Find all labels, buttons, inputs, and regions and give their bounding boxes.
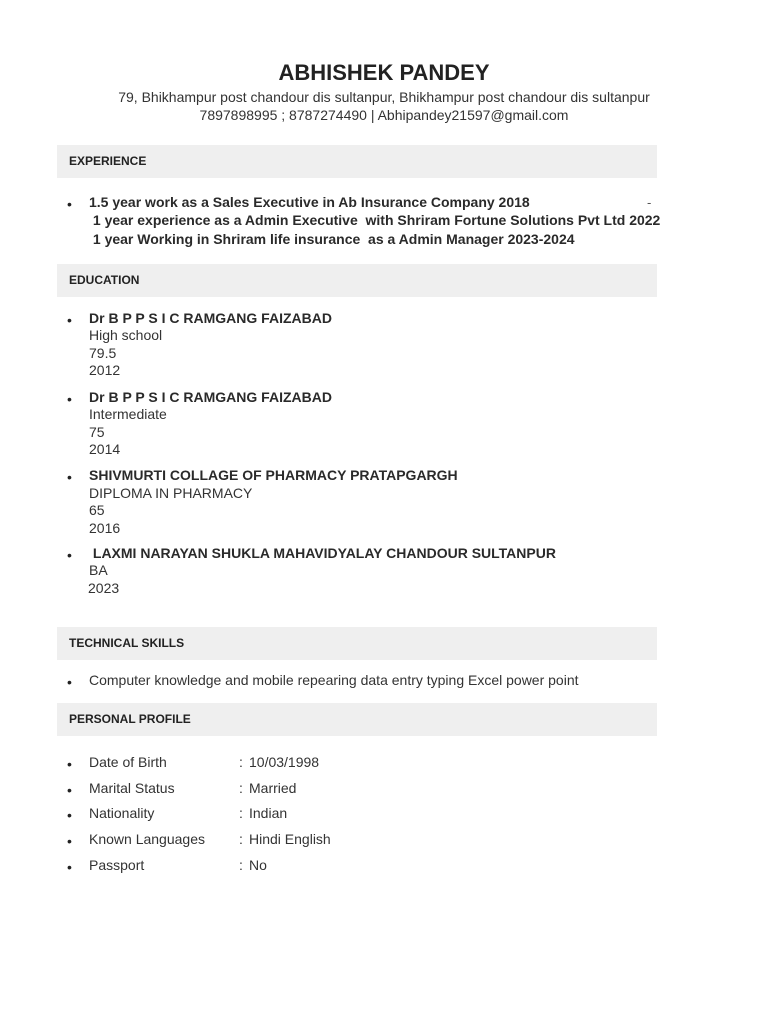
profile-section-header <box>57 703 657 736</box>
education-school: Dr B P P S I C RAMGANG FAIZABAD <box>89 310 332 326</box>
education-school: Dr B P P S I C RAMGANG FAIZABAD <box>89 389 332 405</box>
contact-line: 7897898995 ; 8787274490 | Abhipandey21597@gmail.com <box>199 107 569 123</box>
education-score: 65 <box>89 502 105 518</box>
experience-section-header <box>57 145 657 178</box>
profile-label: Known Languages <box>89 831 205 847</box>
bullet-icon: • <box>67 859 72 875</box>
bullet-icon: • <box>67 196 72 212</box>
profile-label: Nationality <box>89 805 155 821</box>
profile-value: Indian <box>249 805 288 821</box>
profile-separator: : <box>239 754 243 770</box>
profile-value: Hindi English <box>249 831 331 847</box>
education-year: 2014 <box>89 441 121 457</box>
education-year: 2016 <box>89 520 121 536</box>
education-course: High school <box>89 327 163 343</box>
profile-label: Passport <box>89 857 145 873</box>
bullet-icon: • <box>67 391 72 407</box>
profile-heading: PERSONAL PROFILE <box>69 712 191 726</box>
experience-heading: EXPERIENCE <box>69 154 147 168</box>
address-line: 79, Bhikhampur post chandour dis sultanpur, Bhikhampur post chandour dis sultanpur <box>118 89 650 105</box>
profile-value: No <box>249 857 267 873</box>
education-score: 75 <box>89 424 105 440</box>
education-course: DIPLOMA IN PHARMACY <box>89 485 253 501</box>
experience-line: 1 year experience as a Admin Executive with Shriram Fortune Solutions Pvt Ltd 2022 <box>89 212 661 228</box>
profile-separator: : <box>239 780 243 796</box>
profile-value: Married <box>249 780 297 796</box>
education-heading: EDUCATION <box>69 273 140 287</box>
skills-section-header <box>57 627 657 660</box>
education-section-header <box>57 264 657 297</box>
profile-label: Marital Status <box>89 780 175 796</box>
profile-separator: : <box>239 857 243 873</box>
education-score: 79.5 <box>89 345 117 361</box>
profile-value: 10/03/1998 <box>249 754 320 770</box>
bullet-icon: • <box>67 756 72 772</box>
education-year: 2012 <box>89 362 121 378</box>
experience-line: 1 year Working in Shriram life insurance as a Admin Manager 2023-2024 <box>89 231 575 247</box>
bullet-icon: • <box>67 469 72 485</box>
education-school: LAXMI NARAYAN SHUKLA MAHAVIDYALAY CHANDOUR SULTANPUR <box>89 545 556 561</box>
education-course: BA <box>89 562 108 578</box>
profile-separator: : <box>239 831 243 847</box>
skills-heading: TECHNICAL SKILLS <box>69 636 185 650</box>
education-school: SHIVMURTI COLLAGE OF PHARMACY PRATAPGARGH <box>89 467 458 483</box>
bullet-icon: • <box>67 807 72 823</box>
bullet-icon: • <box>67 782 72 798</box>
experience-line: 1.5 year work as a Sales Executive in Ab Insurance Company 2018 <box>89 194 530 210</box>
profile-label: Date of Birth <box>89 754 167 770</box>
education-year: 2023 <box>88 580 120 596</box>
bullet-icon: • <box>67 674 72 690</box>
experience-dash: - <box>647 195 652 210</box>
bullet-icon: • <box>67 833 72 849</box>
resume-name: ABHISHEK PANDEY <box>278 60 490 85</box>
skills-item: Computer knowledge and mobile repearing data entry typing Excel power point <box>89 672 579 688</box>
bullet-icon: • <box>67 312 72 328</box>
education-course: Intermediate <box>89 406 167 422</box>
profile-separator: : <box>239 805 243 821</box>
bullet-icon: • <box>67 547 72 563</box>
